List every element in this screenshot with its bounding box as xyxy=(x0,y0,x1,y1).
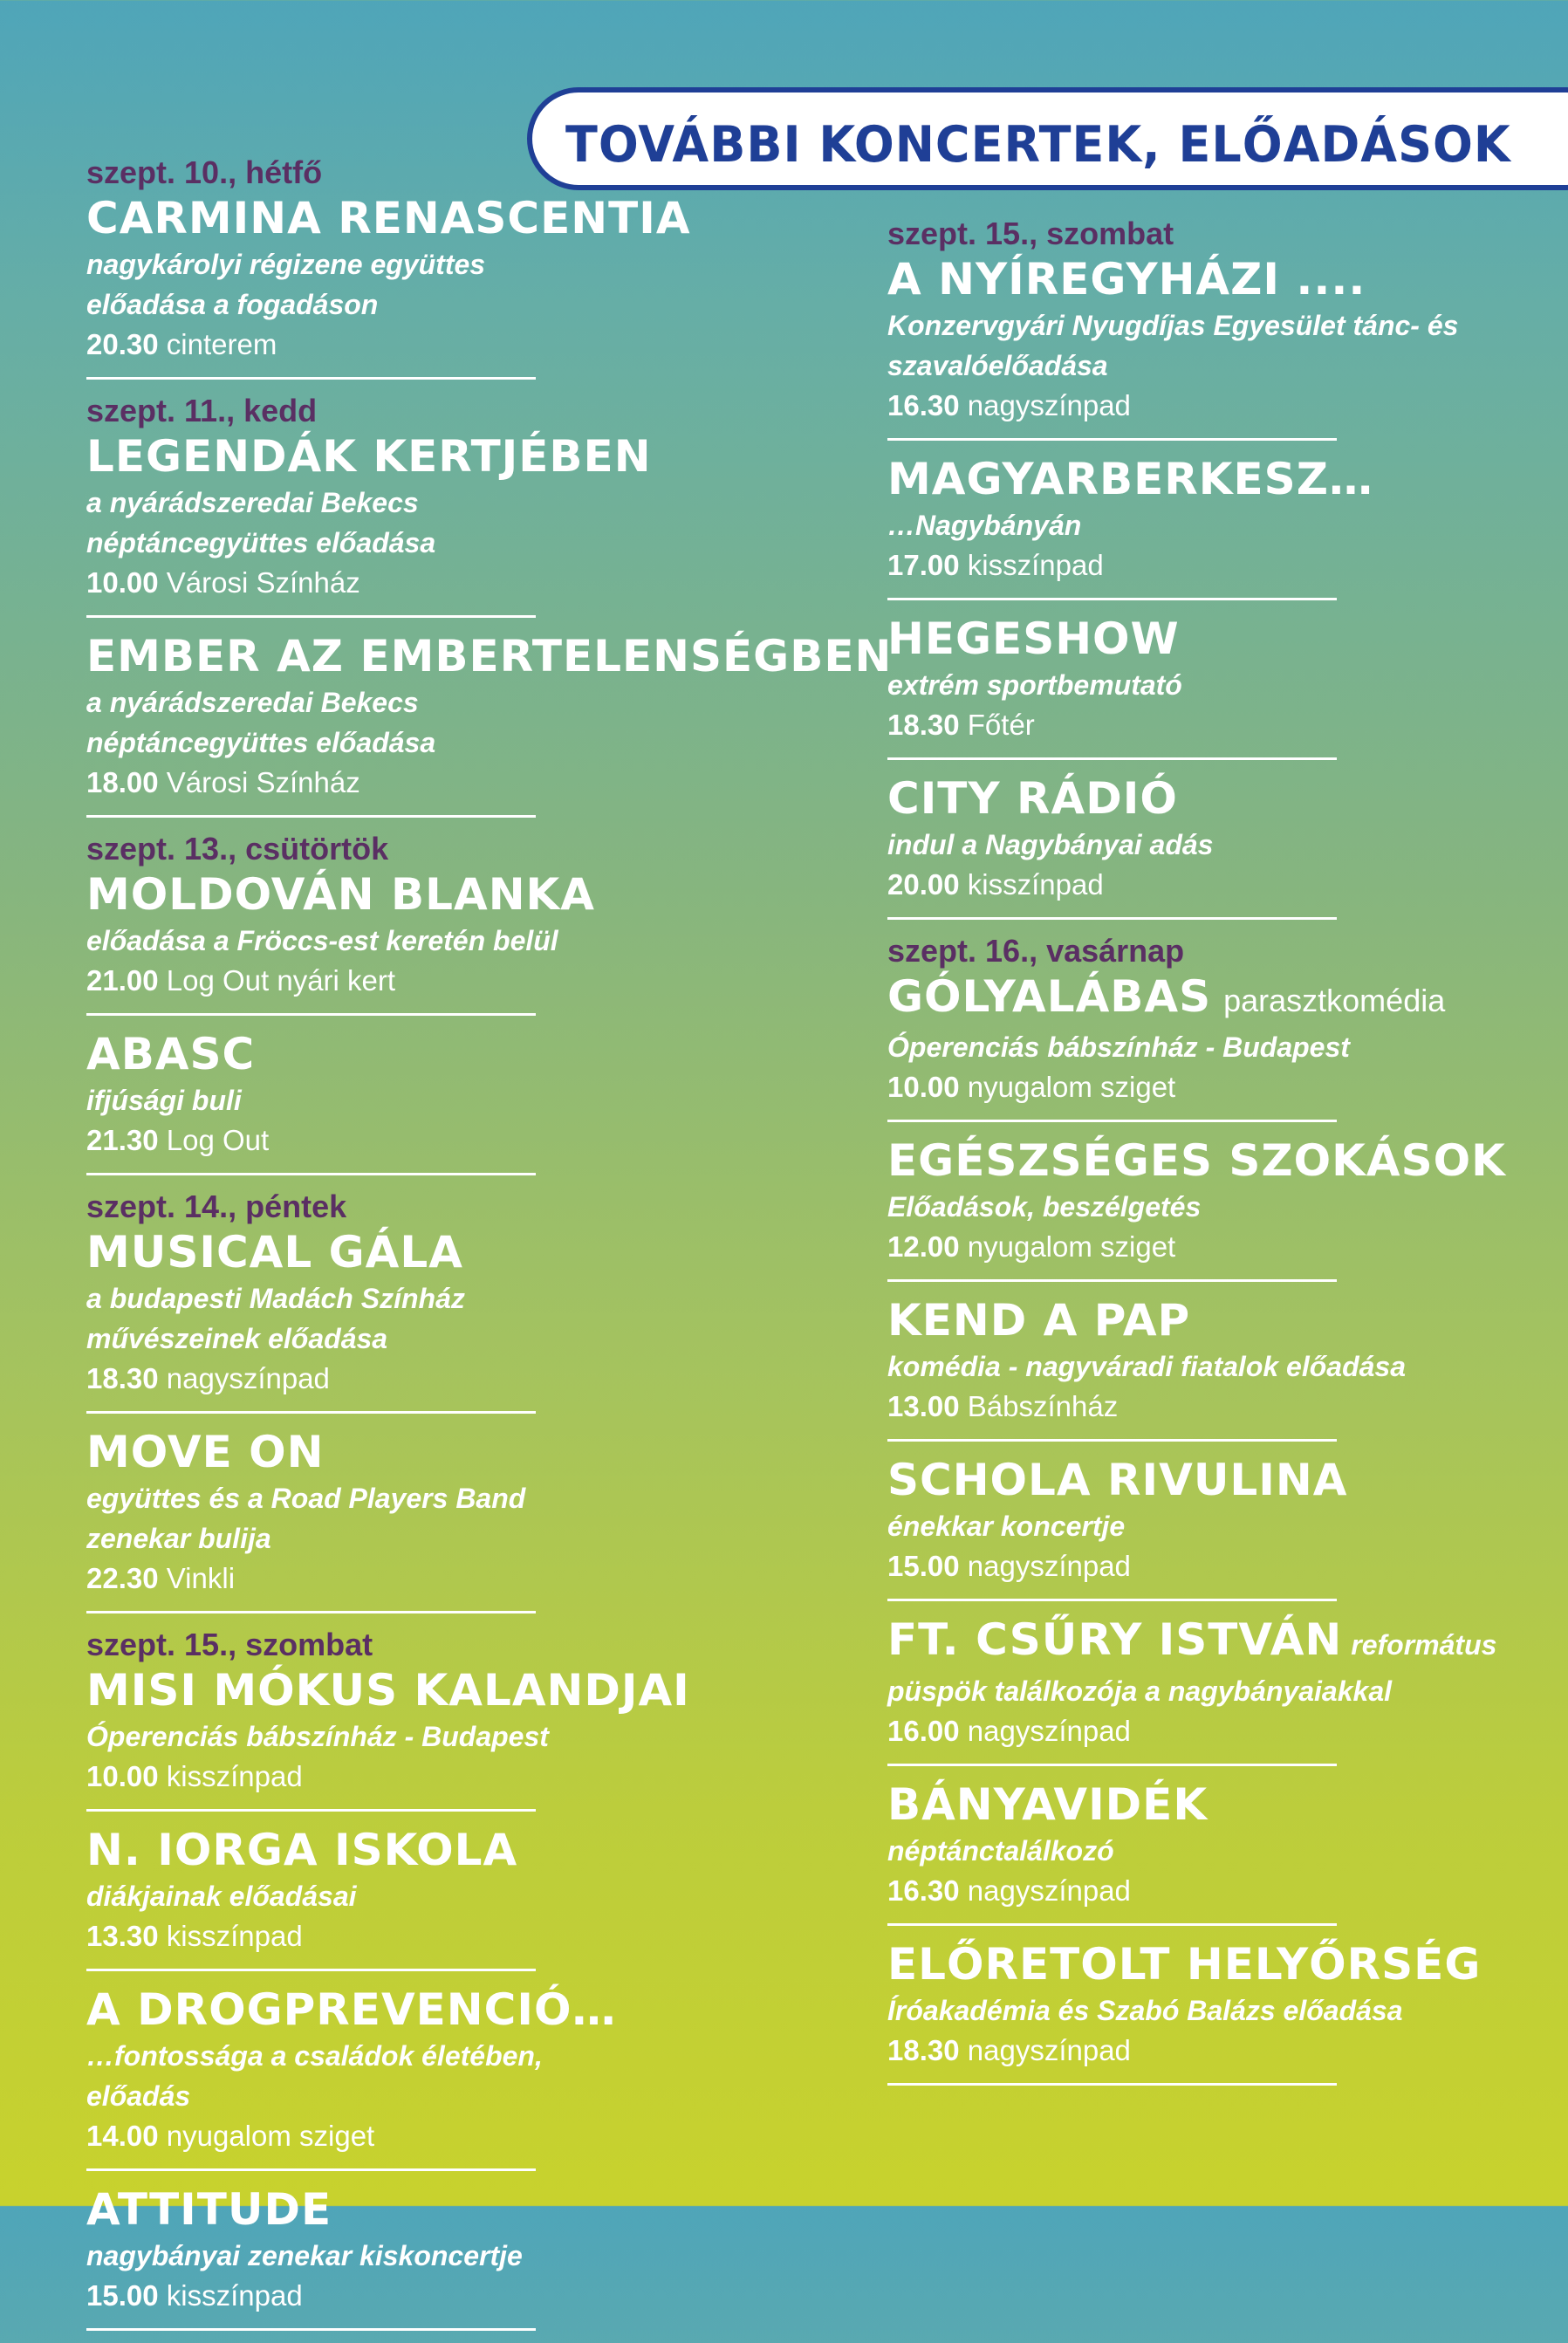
right-column xyxy=(887,215,1506,2098)
event-description: …Nagybányán xyxy=(887,510,1082,541)
divider xyxy=(887,438,1337,441)
divider xyxy=(887,1120,1337,1122)
event-place: Vinkli xyxy=(166,1562,236,1594)
event-time-place xyxy=(86,1757,610,1797)
day-heading: szept. 10., hétfő xyxy=(86,154,323,190)
event-time: 12.00 xyxy=(887,1230,960,1263)
event-time: 20.00 xyxy=(887,868,960,901)
event-time: 16.30 xyxy=(887,1874,960,1907)
divider xyxy=(86,1969,536,1971)
event-time-place xyxy=(887,1546,1498,1586)
event-time: 10.00 xyxy=(86,566,159,599)
event-time: 10.00 xyxy=(86,1760,159,1792)
day-heading: szept. 15., szombat xyxy=(86,1627,373,1662)
event-title: KEND A PAP xyxy=(887,1295,1191,1346)
day-heading: szept. 11., kedd xyxy=(86,393,318,428)
event-time: 13.00 xyxy=(887,1390,960,1422)
event-title: MOLDOVÁN BLANKA xyxy=(86,869,595,920)
divider xyxy=(86,2328,536,2331)
divider xyxy=(887,1923,1337,1926)
event-time-place xyxy=(887,386,1498,426)
event-description: a nyárádszeredai Bekecs néptáncegyüttes előadása xyxy=(86,487,436,558)
divider xyxy=(887,1439,1337,1442)
divider xyxy=(887,1599,1337,1601)
event-time: 22.30 xyxy=(86,1562,159,1594)
event-place: kisszínpad xyxy=(967,549,1104,581)
event-item xyxy=(887,1778,1498,1926)
divider xyxy=(86,1411,536,1414)
event-time-place xyxy=(86,1359,610,1399)
event-title-text: GÓLYALÁBAS xyxy=(887,971,1212,1022)
event-title: A NYÍREGYHÁZI .... xyxy=(887,254,1366,305)
event-place: Log Out nyári kert xyxy=(166,964,396,997)
divider xyxy=(887,1764,1337,1766)
event-place: nyugalom sziget xyxy=(166,2120,375,2152)
event-description: …fontossága a családok életében, előadás xyxy=(86,2040,543,2112)
event-title xyxy=(887,970,1498,1027)
left-column xyxy=(86,154,893,2343)
event-time: 16.30 xyxy=(887,389,960,421)
event-title-text: FT. CSŰRY ISTVÁN xyxy=(887,1614,1343,1665)
event-description: Előadások, beszélgetés xyxy=(887,1191,1202,1223)
event-time: 18.30 xyxy=(887,2034,960,2066)
event-place: Log Out xyxy=(166,1124,270,1156)
event-description: szavalóelőadása xyxy=(887,350,1108,381)
event-item xyxy=(86,1226,610,1414)
event-time: 21.30 xyxy=(86,1124,159,1156)
event-item xyxy=(86,1983,617,2171)
event-description: énekkar koncertje xyxy=(887,1511,1126,1542)
day-heading: szept. 15., szombat xyxy=(887,216,1174,251)
event-item xyxy=(887,253,1498,441)
event-time-place xyxy=(86,2276,610,2316)
event-time-place xyxy=(86,563,610,603)
event-description: néptánctalálkozó xyxy=(887,1835,1114,1867)
event-place: kisszínpad xyxy=(967,868,1104,901)
divider xyxy=(887,598,1337,600)
event-time: 17.00 xyxy=(887,549,960,581)
event-item xyxy=(86,1028,610,1175)
event-time: 10.00 xyxy=(887,1071,960,1103)
event-description: együttes és a Road Players Band zenekar bulija xyxy=(86,1483,526,1554)
event-title: SCHOLA RIVULINA xyxy=(887,1455,1348,1505)
event-time-place xyxy=(887,1067,1498,1107)
event-time: 18.00 xyxy=(86,766,159,798)
event-title: EGÉSZSÉGES SZOKÁSOK xyxy=(887,1135,1506,1186)
event-description: püspök találkozója a nagybányaiakkal xyxy=(887,1675,1392,1707)
event-time: 14.00 xyxy=(86,2120,159,2152)
event-place: Városi Színház xyxy=(166,566,360,599)
event-item xyxy=(86,1824,610,1971)
event-place: nyugalom sziget xyxy=(967,1071,1176,1103)
event-item xyxy=(887,453,1498,600)
event-place: kisszínpad xyxy=(166,1920,303,1952)
event-item xyxy=(887,970,1498,1122)
divider xyxy=(86,615,536,618)
event-title: MOVE ON xyxy=(86,1427,325,1477)
event-title: ATTITUDE xyxy=(86,2184,332,2235)
event-place: Bábszínház xyxy=(967,1390,1119,1422)
event-description: előadása a Fröccs-est keretén belül xyxy=(86,925,558,956)
event-time: 18.30 xyxy=(887,709,960,741)
event-description: indul a Nagybányai adás xyxy=(887,829,1214,860)
event-item xyxy=(887,772,1498,920)
event-item xyxy=(86,192,691,380)
event-item xyxy=(887,1294,1498,1442)
event-place: nagyszínpad xyxy=(967,1874,1131,1907)
event-place: nagyszínpad xyxy=(967,1550,1131,1582)
event-description: a budapesti Madách Színház művészeinek előadása xyxy=(86,1283,465,1354)
event-title: MUSICAL GÁLA xyxy=(86,1227,463,1278)
event-place: Városi Színház xyxy=(166,766,360,798)
event-title: EMBER AZ EMBERTELENSÉGBEN xyxy=(86,631,893,682)
event-place: cinterem xyxy=(166,328,277,360)
event-description: Óperenciás bábszínház - Budapest xyxy=(887,1031,1350,1063)
event-item xyxy=(86,868,610,1016)
event-place: kisszínpad xyxy=(166,2279,303,2312)
event-time-place xyxy=(86,1559,610,1599)
event-time-place xyxy=(86,1120,610,1161)
divider xyxy=(887,1279,1337,1282)
event-title xyxy=(887,1613,1498,1671)
event-time-place xyxy=(887,1711,1498,1751)
event-time-place xyxy=(86,763,610,803)
event-time-place xyxy=(86,961,610,1001)
event-item xyxy=(887,1938,1498,2086)
event-time-place xyxy=(86,2116,610,2156)
day-heading: szept. 14., péntek xyxy=(86,1189,347,1224)
event-description: Konzervgyári Nyugdíjas Egyesület tánc- és xyxy=(887,310,1459,341)
event-place: nagyszínpad xyxy=(967,2034,1131,2066)
event-time: 18.30 xyxy=(86,1362,159,1394)
event-place: kisszínpad xyxy=(166,1760,303,1792)
event-title-suffix: református xyxy=(1351,1629,1497,1661)
event-item xyxy=(887,613,1498,760)
event-time-place xyxy=(887,2031,1498,2071)
event-item xyxy=(86,430,652,618)
event-title-suffix: parasztkomédia xyxy=(1223,983,1446,1018)
divider xyxy=(86,1173,536,1175)
divider xyxy=(86,1809,536,1812)
divider xyxy=(887,2083,1337,2086)
event-item xyxy=(86,1426,610,1613)
event-time-place xyxy=(887,865,1498,905)
event-place: nagyszínpad xyxy=(166,1362,330,1394)
divider xyxy=(887,917,1337,920)
event-item xyxy=(86,1664,690,1812)
divider xyxy=(887,757,1337,760)
event-place: nagyszínpad xyxy=(967,389,1131,421)
event-time: 15.00 xyxy=(887,1550,960,1582)
event-time-place xyxy=(887,1387,1498,1427)
event-description: a nyárádszeredai Bekecs néptáncegyüttes előadása xyxy=(86,687,436,758)
divider xyxy=(86,2168,536,2171)
event-time: 16.00 xyxy=(887,1715,960,1747)
event-description: Óperenciás bábszínház - Budapest xyxy=(86,1721,549,1752)
page-title: TOVÁBBI KONCERTEK, ELŐADÁSOK xyxy=(565,115,1511,174)
event-place: nyugalom sziget xyxy=(967,1230,1176,1263)
event-item xyxy=(887,1613,1498,1766)
event-place: nagyszínpad xyxy=(967,1715,1131,1747)
event-description: extrém sportbemutató xyxy=(887,669,1182,701)
event-description: ifjúsági buli xyxy=(86,1085,242,1116)
event-time: 13.30 xyxy=(86,1920,159,1952)
day-heading: szept. 13., csütörtök xyxy=(86,831,389,867)
event-title: MAGYARBERKESZ… xyxy=(887,454,1373,504)
event-time-place xyxy=(887,1227,1498,1267)
event-time: 15.00 xyxy=(86,2279,159,2312)
event-title: CITY RÁDIÓ xyxy=(887,773,1178,824)
event-item xyxy=(86,2183,610,2331)
event-description: diákjainak előadásai xyxy=(86,1881,357,1912)
event-title: LEGENDÁK KERTJÉBEN xyxy=(86,431,652,482)
event-title: A DROGPREVENCIÓ… xyxy=(86,1984,617,2035)
event-title: BÁNYAVIDÉK xyxy=(887,1779,1209,1830)
event-description: Íróakadémia és Szabó Balázs előadása xyxy=(887,1995,1403,2026)
event-time: 20.30 xyxy=(86,328,159,360)
event-title: MISI MÓKUS KALANDJAI xyxy=(86,1665,690,1716)
event-time-place xyxy=(86,1916,610,1956)
event-time-place xyxy=(887,705,1498,745)
event-description: nagykárolyi régizene együttes előadása a fogadáson xyxy=(86,249,486,320)
day-heading: szept. 16., vasárnap xyxy=(887,933,1185,969)
divider xyxy=(86,377,536,380)
event-item xyxy=(887,1134,1506,1282)
divider xyxy=(86,1611,536,1613)
event-time-place xyxy=(887,545,1498,586)
event-time: 21.00 xyxy=(86,964,159,997)
event-item xyxy=(86,630,893,818)
header-banner xyxy=(527,87,1568,190)
event-time-place xyxy=(86,325,610,365)
event-title: N. IORGA ISKOLA xyxy=(86,1825,518,1875)
event-title: ELŐRETOLT HELYŐRSÉG xyxy=(887,1939,1482,1990)
event-description: nagybányai zenekar kiskoncertje xyxy=(86,2240,523,2271)
event-item xyxy=(887,1454,1498,1601)
event-title: CARMINA RENASCENTIA xyxy=(86,193,691,243)
event-title: HEGESHOW xyxy=(887,613,1180,664)
event-time-place xyxy=(887,1871,1498,1911)
event-place: Főtér xyxy=(967,709,1035,741)
event-title: ABASC xyxy=(86,1029,256,1079)
divider xyxy=(86,1013,536,1016)
divider xyxy=(86,815,536,818)
event-description: komédia - nagyváradi fiatalok előadása xyxy=(887,1351,1407,1382)
